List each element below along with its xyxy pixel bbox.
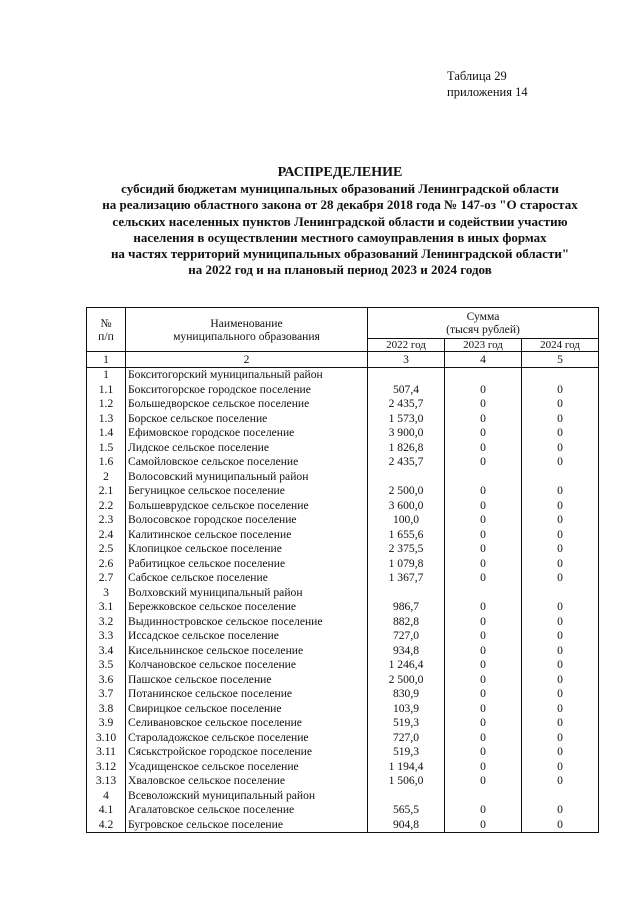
table-row (87, 658, 599, 673)
amount-2024: 0 (522, 382, 599, 397)
table-row (87, 426, 599, 441)
title-line: населения в осуществлении местного самоуправления в иных формах (133, 229, 547, 245)
municipality-name: Колчановское сельское поселение (126, 658, 368, 673)
row-number: 1.2 (87, 397, 126, 412)
municipality-name: Кисельнинское сельское поселение (126, 643, 368, 658)
amount-2023: 0 (445, 614, 522, 629)
table-row (87, 527, 599, 542)
amount-2024: 0 (522, 455, 599, 470)
amount-2022: 727,0 (368, 730, 445, 745)
row-number: 1.4 (87, 426, 126, 441)
municipality-name: Выдинностровское сельское поселение (126, 614, 368, 629)
amount-2024: 0 (522, 774, 599, 789)
amount-2023: 0 (445, 556, 522, 571)
municipality-name: Бугровское сельское поселение (126, 817, 368, 832)
row-number: 3.7 (87, 687, 126, 702)
municipality-name: Борское сельское поселение (126, 411, 368, 426)
amount-2022 (368, 367, 445, 382)
municipality-name: Большедворское сельское поселение (126, 397, 368, 412)
amount-2022: 103,9 (368, 701, 445, 716)
table-row (87, 484, 599, 499)
row-number: 3.4 (87, 643, 126, 658)
row-number: 3.3 (87, 629, 126, 644)
table-row (87, 382, 599, 397)
amount-2023: 0 (445, 455, 522, 470)
amount-2024: 0 (522, 629, 599, 644)
amount-2023: 0 (445, 498, 522, 513)
amount-2024: 0 (522, 817, 599, 832)
document-title (60, 164, 620, 279)
table-row (87, 759, 599, 774)
amount-2023 (445, 469, 522, 484)
row-number: 1.6 (87, 455, 126, 470)
amount-2024: 0 (522, 542, 599, 557)
row-number: 3.13 (87, 774, 126, 789)
table-row (87, 672, 599, 687)
amount-2024: 0 (522, 397, 599, 412)
amount-2022: 1 194,4 (368, 759, 445, 774)
amount-2024: 0 (522, 803, 599, 818)
header-2023: 2023 год (445, 339, 522, 352)
title-line: сельских населенных пунктов Ленинградской области и содействии участию (112, 213, 568, 229)
table-row (87, 730, 599, 745)
amount-2023: 0 (445, 716, 522, 731)
amount-2024: 0 (522, 600, 599, 615)
col-number: 3 (368, 352, 445, 368)
amount-2024 (522, 469, 599, 484)
row-number: 1.5 (87, 440, 126, 455)
amount-2024: 0 (522, 614, 599, 629)
municipality-name: Калитинское сельское поселение (126, 527, 368, 542)
table-row (87, 571, 599, 586)
amount-2023: 0 (445, 643, 522, 658)
table-row (87, 513, 599, 528)
amount-2024: 0 (522, 556, 599, 571)
municipality-name: Волосовское городское поселение (126, 513, 368, 528)
municipality-name: Бокситогорское городское поселение (126, 382, 368, 397)
row-number: 3.5 (87, 658, 126, 673)
col-number: 2 (126, 352, 368, 368)
municipality-name: Староладожское сельское поселение (126, 730, 368, 745)
amount-2023: 0 (445, 397, 522, 412)
row-number: 1 (87, 367, 126, 382)
table-row (87, 440, 599, 455)
amount-2023: 0 (445, 382, 522, 397)
amount-2022: 1 246,4 (368, 658, 445, 673)
table-row (87, 774, 599, 789)
amount-2022: 986,7 (368, 600, 445, 615)
municipality-name: Рабитицкое сельское поселение (126, 556, 368, 571)
row-number: 3.6 (87, 672, 126, 687)
row-number: 2.3 (87, 513, 126, 528)
header-2022: 2022 год (368, 339, 445, 352)
amount-2022: 1 655,6 (368, 527, 445, 542)
table-row (87, 585, 599, 600)
municipality-name: Сяськстройское городское поселение (126, 745, 368, 760)
amount-2024: 0 (522, 687, 599, 702)
table-row (87, 788, 599, 803)
title-line: на 2022 год и на плановый период 2023 и 2024 годов (188, 262, 492, 278)
municipality-name: Потанинское сельское поселение (126, 687, 368, 702)
amount-2024: 0 (522, 759, 599, 774)
col-number: 1 (87, 352, 126, 368)
amount-2023: 0 (445, 817, 522, 832)
amount-2022: 3 600,0 (368, 498, 445, 513)
municipality-name: Хваловское сельское поселение (126, 774, 368, 789)
amount-2024: 0 (522, 411, 599, 426)
amount-2024 (522, 788, 599, 803)
row-number: 2.6 (87, 556, 126, 571)
row-number: 3.8 (87, 701, 126, 716)
amount-2022: 1 826,8 (368, 440, 445, 455)
amount-2023: 0 (445, 440, 522, 455)
table-row (87, 397, 599, 412)
amount-2024: 0 (522, 745, 599, 760)
amount-2023: 0 (445, 571, 522, 586)
amount-2022: 519,3 (368, 716, 445, 731)
table-row (87, 629, 599, 644)
amount-2023: 0 (445, 759, 522, 774)
table-row (87, 411, 599, 426)
municipality-name: Клопицкое сельское поселение (126, 542, 368, 557)
table-row (87, 469, 599, 484)
row-number: 2 (87, 469, 126, 484)
municipality-name: Волховский муниципальный район (126, 585, 368, 600)
amount-2022: 2 435,7 (368, 397, 445, 412)
amount-2024: 0 (522, 527, 599, 542)
table-reference (447, 68, 528, 100)
row-number: 3.10 (87, 730, 126, 745)
col-number: 5 (522, 352, 599, 368)
amount-2024: 0 (522, 426, 599, 441)
amount-2024 (522, 585, 599, 600)
table-row (87, 803, 599, 818)
title-line: субсидий бюджетам муниципальных образований Ленинградской области (121, 181, 559, 196)
title-line: на реализацию областного закона от 28 декабря 2018 года № 147-оз "О старостах (102, 197, 578, 213)
row-number: 4 (87, 788, 126, 803)
header-2024: 2024 год (522, 339, 599, 352)
amount-2023: 0 (445, 600, 522, 615)
amount-2022: 904,8 (368, 817, 445, 832)
row-number: 3.11 (87, 745, 126, 760)
amount-2023: 0 (445, 745, 522, 760)
table-row (87, 455, 599, 470)
amount-2024: 0 (522, 658, 599, 673)
table-row (87, 643, 599, 658)
row-number: 1.3 (87, 411, 126, 426)
title-heading: РАСПРЕДЕЛЕНИЕ (277, 165, 403, 180)
table-number: Таблица 29 (447, 69, 507, 83)
municipality-name: Ефимовское городское поселение (126, 426, 368, 441)
table-row (87, 716, 599, 731)
amount-2023 (445, 367, 522, 382)
row-number: 3.12 (87, 759, 126, 774)
amount-2024: 0 (522, 672, 599, 687)
amount-2022: 1 367,7 (368, 571, 445, 586)
amount-2022 (368, 585, 445, 600)
row-number: 2.4 (87, 527, 126, 542)
amount-2024: 0 (522, 571, 599, 586)
municipality-name: Большеврудское сельское поселение (126, 498, 368, 513)
amount-2024: 0 (522, 643, 599, 658)
amount-2022: 2 435,7 (368, 455, 445, 470)
municipality-name: Иссадское сельское поселение (126, 629, 368, 644)
amount-2024: 0 (522, 498, 599, 513)
amount-2023: 0 (445, 658, 522, 673)
amount-2024: 0 (522, 484, 599, 499)
amount-2023: 0 (445, 774, 522, 789)
municipality-name: Селивановское сельское поселение (126, 716, 368, 731)
municipality-name: Сабское сельское поселение (126, 571, 368, 586)
amount-2024: 0 (522, 730, 599, 745)
table-row (87, 367, 599, 382)
amount-2022: 3 900,0 (368, 426, 445, 441)
amount-2023: 0 (445, 730, 522, 745)
row-number: 3.2 (87, 614, 126, 629)
municipality-name: Пашское сельское поселение (126, 672, 368, 687)
amount-2022: 507,4 (368, 382, 445, 397)
table-row (87, 701, 599, 716)
amount-2022: 727,0 (368, 629, 445, 644)
table-row (87, 614, 599, 629)
amount-2024: 0 (522, 513, 599, 528)
municipality-name: Свирицкое сельское поселение (126, 701, 368, 716)
municipality-name: Самойловское сельское поселение (126, 455, 368, 470)
amount-2023: 0 (445, 426, 522, 441)
row-number: 2.7 (87, 571, 126, 586)
col-number: 4 (445, 352, 522, 368)
amount-2023 (445, 788, 522, 803)
row-number: 4.2 (87, 817, 126, 832)
header-sum: Сумма (тысяч рублей) (368, 308, 599, 339)
amount-2022: 1 573,0 (368, 411, 445, 426)
amount-2022: 934,8 (368, 643, 445, 658)
amount-2024: 0 (522, 701, 599, 716)
municipality-name: Усадищенское сельское поселение (126, 759, 368, 774)
amount-2022: 565,5 (368, 803, 445, 818)
table-row (87, 542, 599, 557)
table-row (87, 817, 599, 832)
municipality-name: Агалатовское сельское поселение (126, 803, 368, 818)
amount-2022: 2 500,0 (368, 672, 445, 687)
municipality-name: Бокситогорский муниципальный район (126, 367, 368, 382)
amount-2023: 0 (445, 687, 522, 702)
amount-2022: 1 506,0 (368, 774, 445, 789)
municipality-name: Лидское сельское поселение (126, 440, 368, 455)
row-number: 3.1 (87, 600, 126, 615)
table-row (87, 556, 599, 571)
amount-2023: 0 (445, 701, 522, 716)
title-line: на частях территорий муниципальных образований Ленинградской области" (110, 246, 570, 262)
header-name: Наименование муниципального образования (126, 308, 368, 352)
amount-2023: 0 (445, 411, 522, 426)
municipality-name: Бегуницкое сельское поселение (126, 484, 368, 499)
table-row (87, 600, 599, 615)
municipality-name: Всеволожский муниципальный район (126, 788, 368, 803)
amount-2022 (368, 469, 445, 484)
amount-2022: 1 079,8 (368, 556, 445, 571)
row-number: 2.5 (87, 542, 126, 557)
row-number: 3.9 (87, 716, 126, 731)
amount-2023: 0 (445, 672, 522, 687)
amount-2022: 100,0 (368, 513, 445, 528)
row-number: 2.1 (87, 484, 126, 499)
appendix-number: приложения 14 (447, 85, 528, 99)
amount-2023: 0 (445, 629, 522, 644)
header-number: № п/п (87, 308, 126, 352)
amount-2023 (445, 585, 522, 600)
amount-2022: 519,3 (368, 745, 445, 760)
amount-2023: 0 (445, 803, 522, 818)
amount-2022: 830,9 (368, 687, 445, 702)
amount-2023: 0 (445, 513, 522, 528)
row-number: 1.1 (87, 382, 126, 397)
amount-2023: 0 (445, 527, 522, 542)
row-number: 3 (87, 585, 126, 600)
column-number-row (87, 352, 599, 368)
table-row (87, 745, 599, 760)
amount-2022 (368, 788, 445, 803)
table-row (87, 687, 599, 702)
amount-2024: 0 (522, 716, 599, 731)
amount-2023: 0 (445, 484, 522, 499)
amount-2024: 0 (522, 440, 599, 455)
distribution-table (86, 307, 599, 833)
amount-2022: 882,8 (368, 614, 445, 629)
amount-2022: 2 375,5 (368, 542, 445, 557)
amount-2023: 0 (445, 542, 522, 557)
table-row (87, 498, 599, 513)
amount-2022: 2 500,0 (368, 484, 445, 499)
municipality-name: Волосовский муниципальный район (126, 469, 368, 484)
amount-2024 (522, 367, 599, 382)
row-number: 4.1 (87, 803, 126, 818)
row-number: 2.2 (87, 498, 126, 513)
municipality-name: Бережковское сельское поселение (126, 600, 368, 615)
